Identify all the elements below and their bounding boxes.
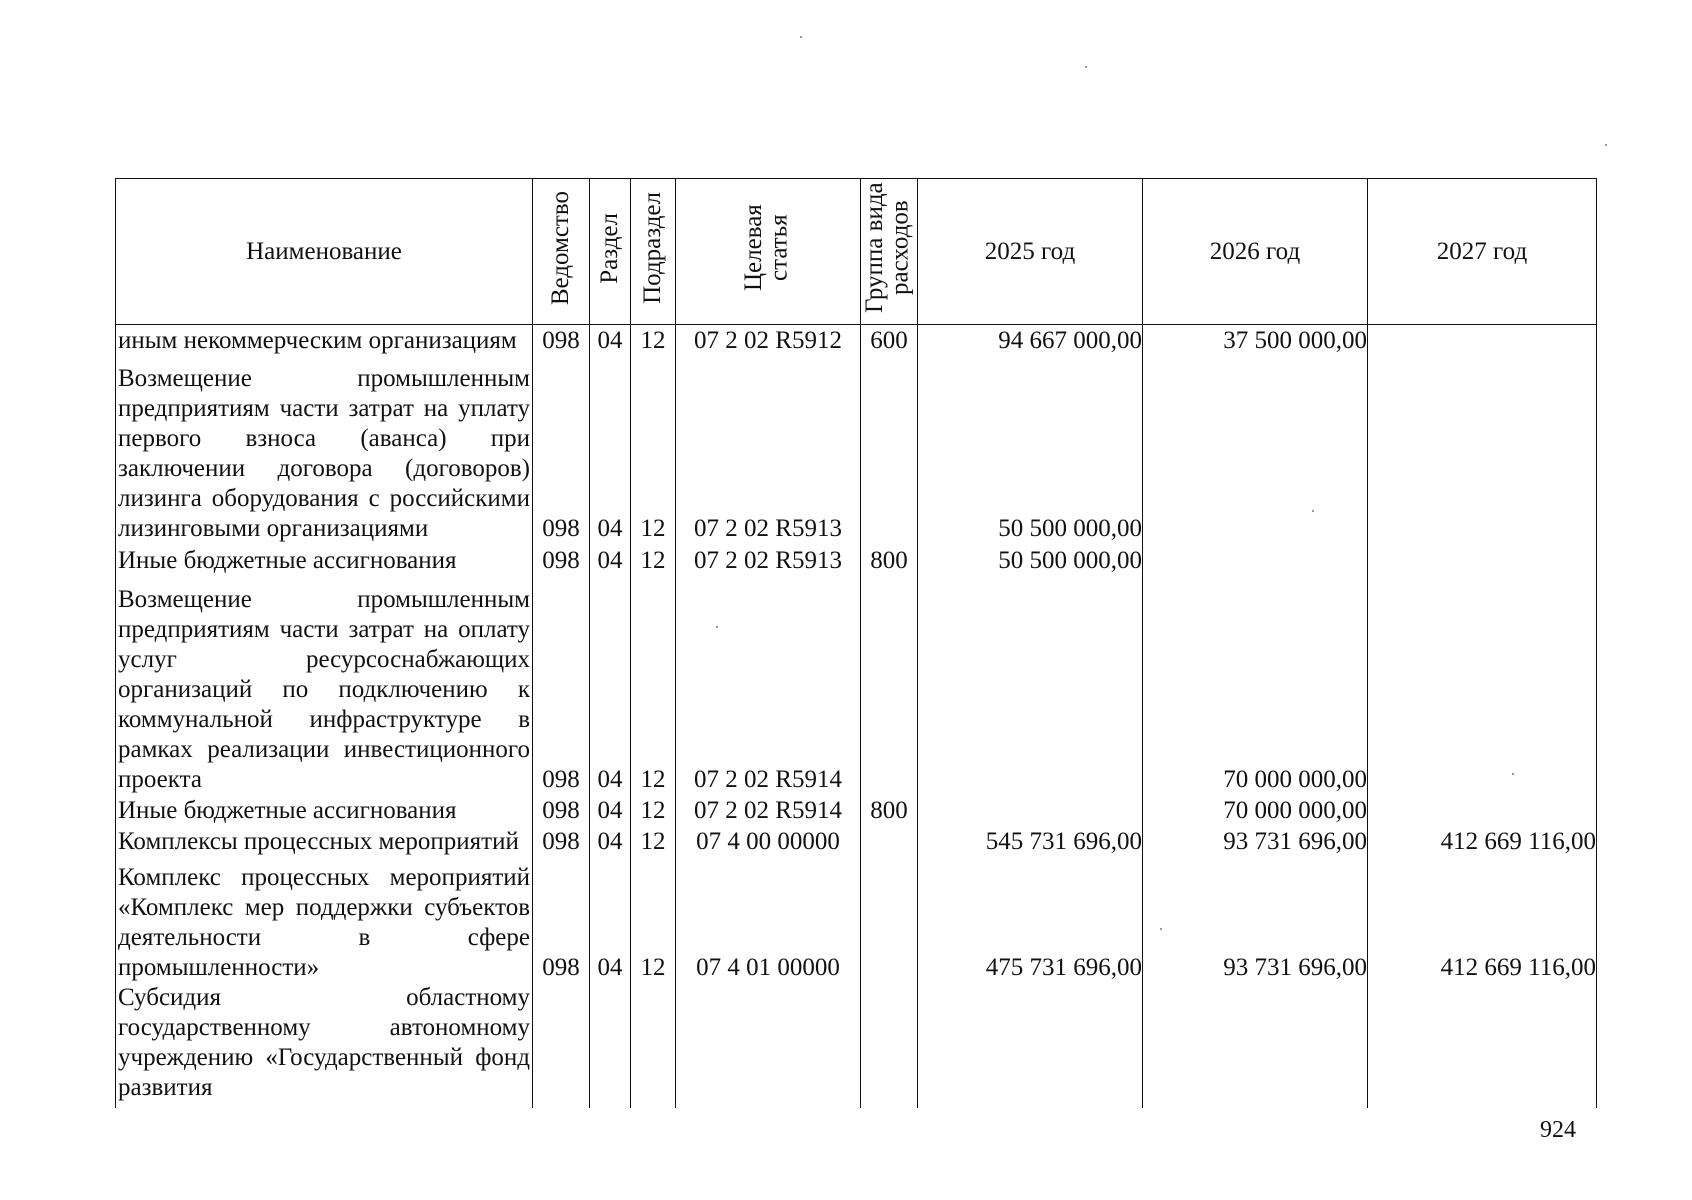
row-podrazdel: 12 bbox=[631, 857, 676, 982]
row-vedomstvo: 098 bbox=[533, 356, 590, 544]
row-2026 bbox=[1143, 544, 1368, 575]
row-podrazdel: 12 bbox=[631, 544, 676, 575]
row-celevaya: 07 2 02 R5912 bbox=[676, 325, 861, 357]
row-2025: 50 500 000,00 bbox=[918, 356, 1143, 544]
row-razdel: 04 bbox=[590, 795, 631, 826]
header-vedomstvo: Ведомство bbox=[533, 179, 590, 325]
row-razdel: 04 bbox=[590, 857, 631, 982]
row-2026: 70 000 000,00 bbox=[1143, 795, 1368, 826]
row-vedomstvo: 098 bbox=[533, 576, 590, 795]
header-2026: 2026 год bbox=[1143, 179, 1368, 325]
row-2027 bbox=[1368, 795, 1597, 826]
row-celevaya: 07 4 01 00000 bbox=[676, 857, 861, 982]
table-row bbox=[116, 356, 1597, 544]
row-gruppa: 800 bbox=[861, 795, 918, 826]
row-celevaya: 07 2 02 R5913 bbox=[676, 356, 861, 544]
row-2025: 475 731 696,00 bbox=[918, 857, 1143, 982]
row-gruppa bbox=[861, 983, 918, 1108]
row-2027 bbox=[1368, 983, 1597, 1108]
row-2026: 70 000 000,00 bbox=[1143, 576, 1368, 795]
row-2027 bbox=[1368, 544, 1597, 575]
row-2025 bbox=[918, 576, 1143, 795]
row-podrazdel: 12 bbox=[631, 356, 676, 544]
row-2026: 93 731 696,00 bbox=[1143, 826, 1368, 857]
row-celevaya: 07 4 00 00000 bbox=[676, 826, 861, 857]
row-celevaya bbox=[676, 983, 861, 1108]
row-gruppa bbox=[861, 576, 918, 795]
header-celevaya: Целевая статья bbox=[676, 179, 861, 325]
scan-speck bbox=[1605, 144, 1607, 146]
row-razdel: 04 bbox=[590, 356, 631, 544]
row-2027: 412 669 116,00 bbox=[1368, 857, 1597, 982]
row-vedomstvo: 098 bbox=[533, 795, 590, 826]
table-row bbox=[116, 544, 1597, 575]
row-name: Возмещение промышленным предприятиям части затрат на оплату услуг ресурсоснабжающих организаций по подключению к коммунальной инфраструктуре в рамках реализации инвестиционного проекта bbox=[116, 576, 533, 795]
row-vedomstvo: 098 bbox=[533, 857, 590, 982]
row-2027: 412 669 116,00 bbox=[1368, 826, 1597, 857]
row-celevaya: 07 2 02 R5914 bbox=[676, 795, 861, 826]
table-row bbox=[116, 795, 1597, 826]
row-2026: 37 500 000,00 bbox=[1143, 325, 1368, 357]
row-podrazdel: 12 bbox=[631, 826, 676, 857]
table-row bbox=[116, 576, 1597, 795]
row-gruppa bbox=[861, 826, 918, 857]
table-row bbox=[116, 826, 1597, 857]
row-2027 bbox=[1368, 576, 1597, 795]
row-razdel: 04 bbox=[590, 826, 631, 857]
row-vedomstvo: 098 bbox=[533, 544, 590, 575]
header-row bbox=[116, 179, 1597, 325]
row-celevaya: 07 2 02 R5914 bbox=[676, 576, 861, 795]
row-vedomstvo bbox=[533, 983, 590, 1108]
row-2025: 50 500 000,00 bbox=[918, 544, 1143, 575]
header-name: Наименование bbox=[116, 179, 533, 325]
row-gruppa: 600 bbox=[861, 325, 918, 357]
scan-speck bbox=[1512, 773, 1514, 775]
row-2026 bbox=[1143, 356, 1368, 544]
table-row bbox=[116, 857, 1597, 982]
page-number: 924 bbox=[1540, 1117, 1576, 1143]
row-razdel bbox=[590, 983, 631, 1108]
row-2026: 93 731 696,00 bbox=[1143, 857, 1368, 982]
row-name: Субсидия областному государственному автономному учреждению «Государственный фонд развития bbox=[116, 983, 533, 1108]
row-name: Комплексы процессных мероприятий bbox=[116, 826, 533, 857]
row-podrazdel: 12 bbox=[631, 795, 676, 826]
scan-speck bbox=[716, 626, 718, 628]
row-name: иным некоммерческим организациям bbox=[116, 325, 533, 357]
row-gruppa bbox=[861, 356, 918, 544]
row-2026 bbox=[1143, 983, 1368, 1108]
scan-speck bbox=[1312, 510, 1314, 512]
header-gruppa: Группа вида расходов bbox=[861, 179, 918, 325]
row-name: Возмещение промышленным предприятиям части затрат на уплату первого взноса (аванса) при заключении договора (договоров) лизинга оборудования с российскими лизинговыми организациями bbox=[116, 356, 533, 544]
row-gruppa: 800 bbox=[861, 544, 918, 575]
row-2027 bbox=[1368, 325, 1597, 357]
row-podrazdel: 12 bbox=[631, 576, 676, 795]
row-2025 bbox=[918, 795, 1143, 826]
header-podrazdel: Подраздел bbox=[631, 179, 676, 325]
row-gruppa bbox=[861, 857, 918, 982]
row-vedomstvo: 098 bbox=[533, 325, 590, 357]
budget-table bbox=[115, 178, 1597, 1108]
row-name: Иные бюджетные ассигнования bbox=[116, 544, 533, 575]
row-podrazdel bbox=[631, 983, 676, 1108]
row-name: Иные бюджетные ассигнования bbox=[116, 795, 533, 826]
row-2025: 545 731 696,00 bbox=[918, 826, 1143, 857]
row-2027 bbox=[1368, 356, 1597, 544]
header-2027: 2027 год bbox=[1368, 179, 1597, 325]
row-2025: 94 667 000,00 bbox=[918, 325, 1143, 357]
row-2025 bbox=[918, 983, 1143, 1108]
row-razdel: 04 bbox=[590, 544, 631, 575]
scan-speck bbox=[1085, 66, 1087, 68]
table-row bbox=[116, 983, 1597, 1108]
row-name: Комплекс процессных мероприятий «Комплекс мер поддержки субъектов деятельности в сфере промышленности» bbox=[116, 857, 533, 982]
row-razdel: 04 bbox=[590, 576, 631, 795]
row-vedomstvo: 098 bbox=[533, 826, 590, 857]
header-razdel: Раздел bbox=[590, 179, 631, 325]
scan-speck bbox=[1160, 928, 1162, 930]
row-razdel: 04 bbox=[590, 325, 631, 357]
header-2025: 2025 год bbox=[918, 179, 1143, 325]
row-celevaya: 07 2 02 R5913 bbox=[676, 544, 861, 575]
table-row bbox=[116, 325, 1597, 357]
row-podrazdel: 12 bbox=[631, 325, 676, 357]
scan-speck bbox=[800, 36, 802, 38]
